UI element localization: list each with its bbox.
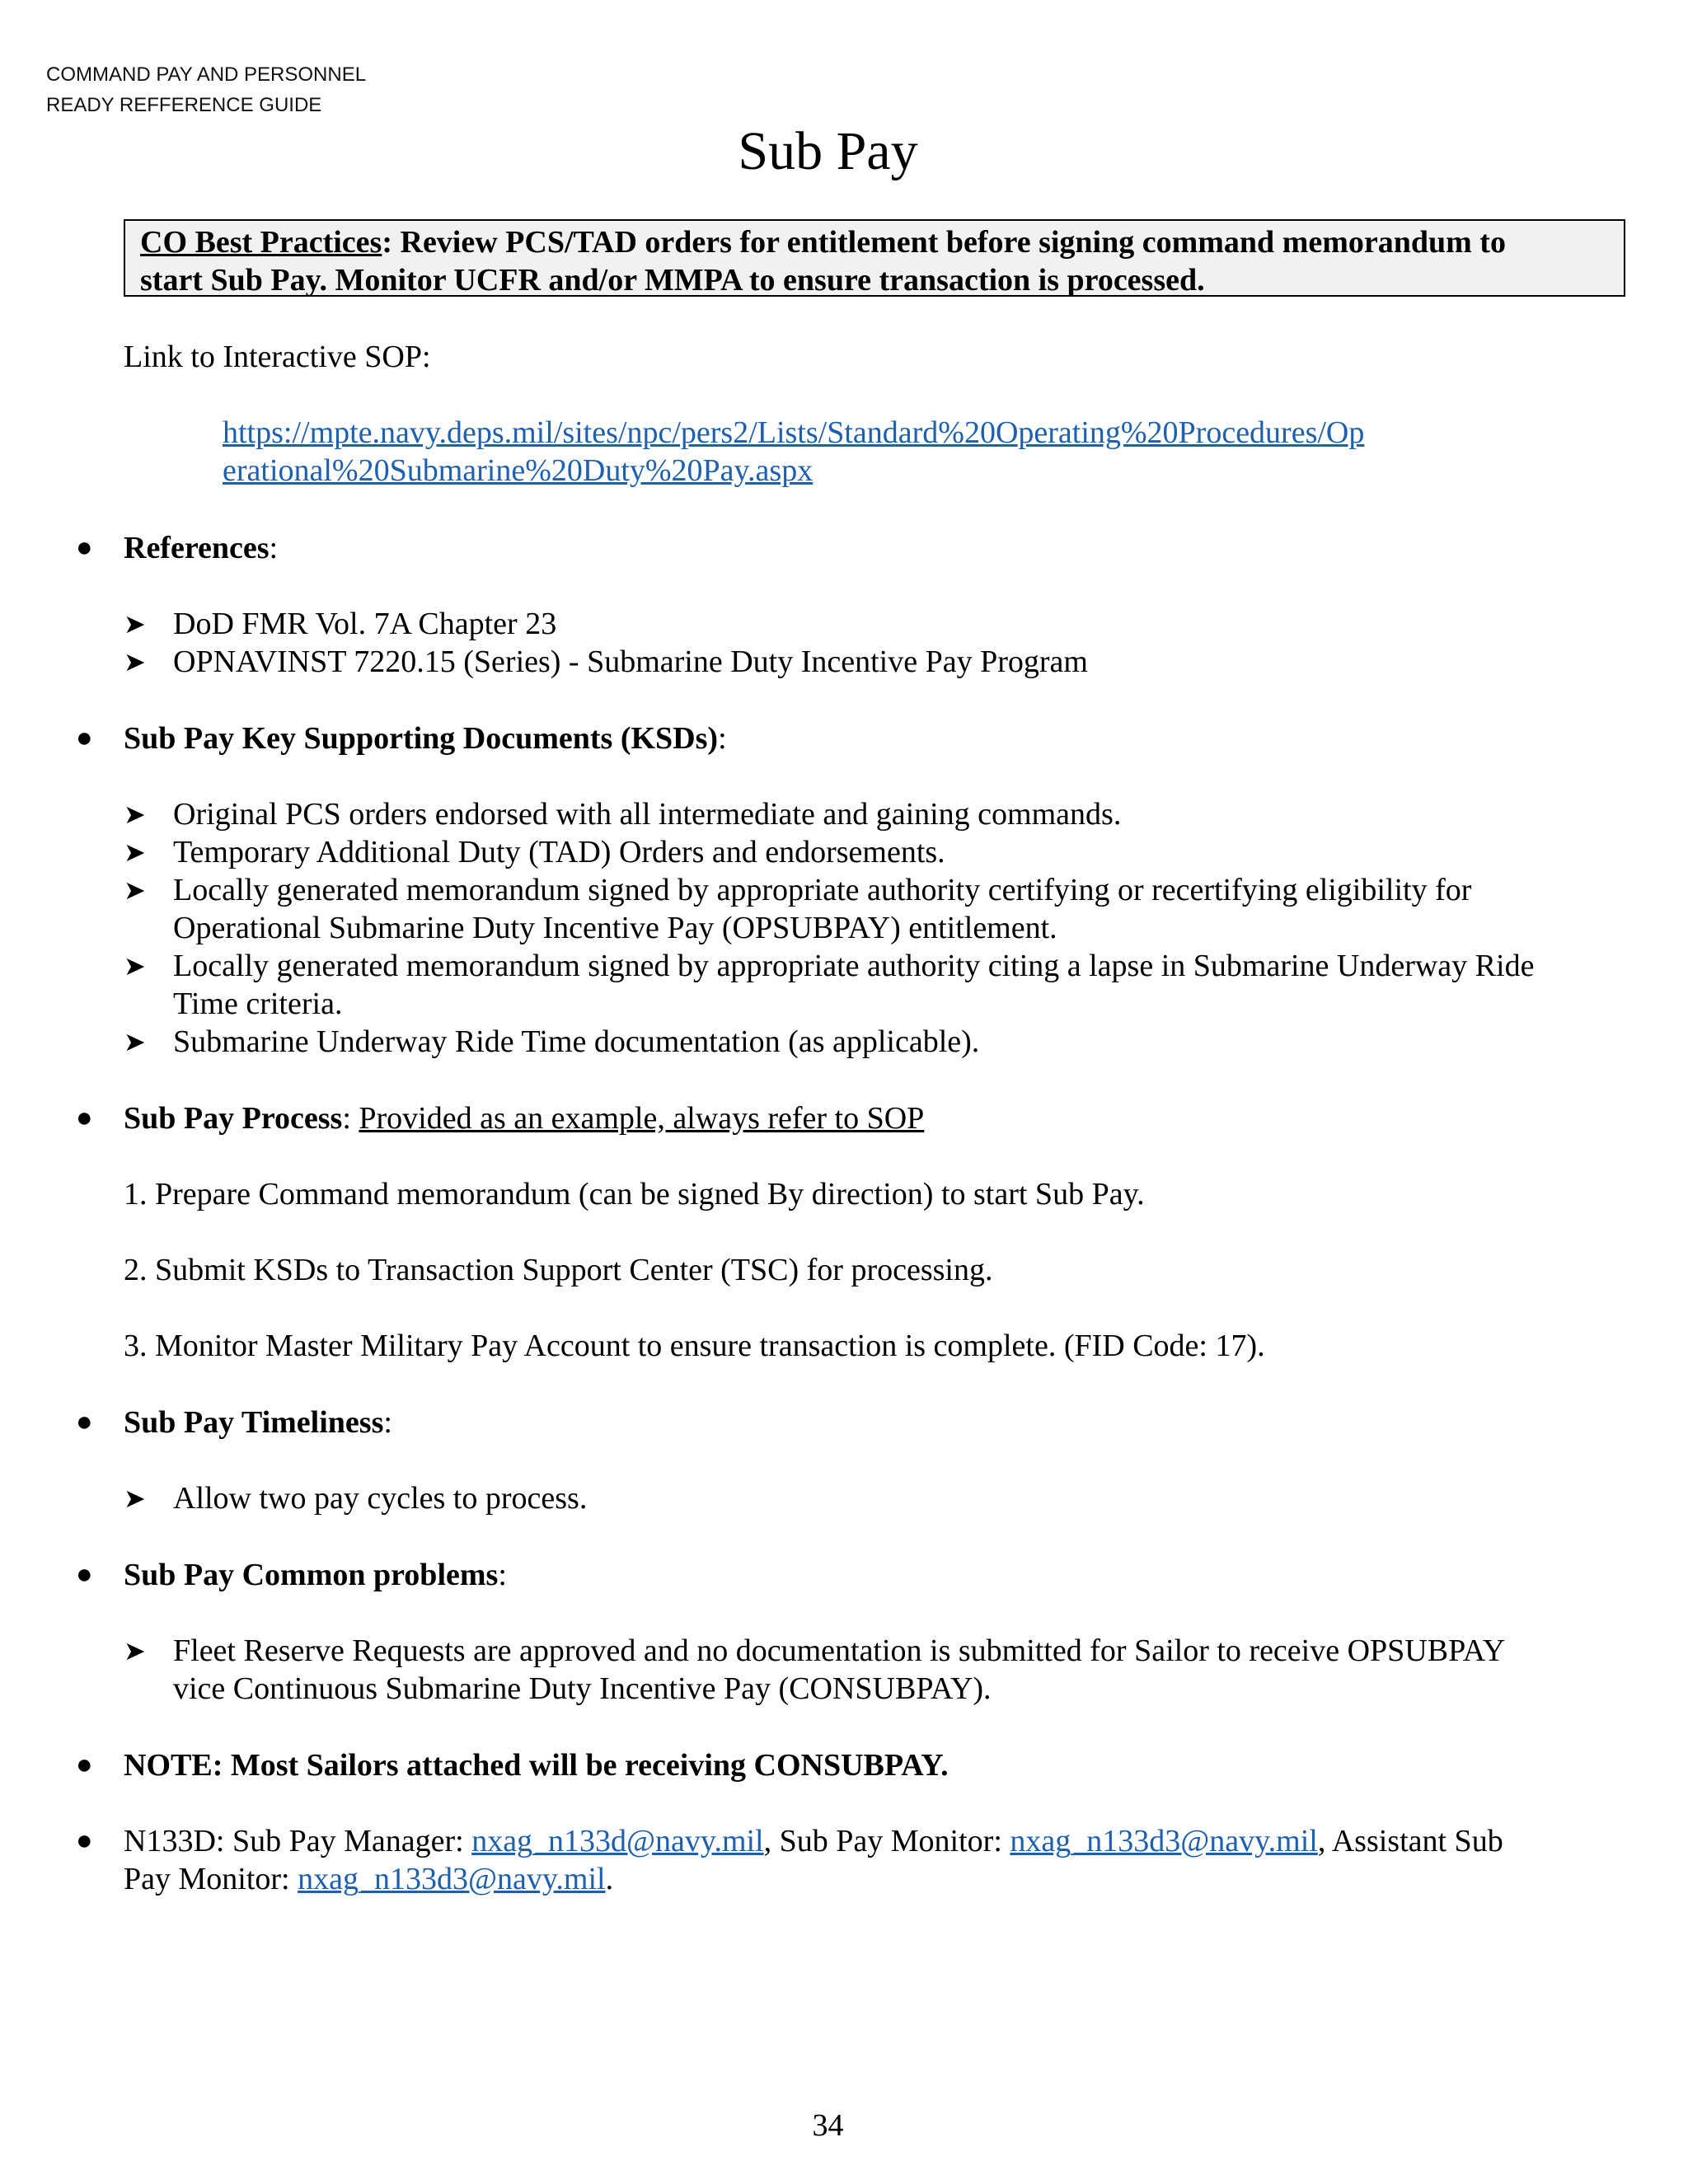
process-step: 2. Submit KSDs to Transaction Support Center (TSC) for processing. bbox=[124, 1253, 993, 1287]
best-practices-text-2: start Sub Pay. Monitor UCFR and/or MMPA to ensure transaction is processed. bbox=[140, 263, 1205, 298]
header-line-1: COMMAND PAY AND PERSONNEL bbox=[46, 63, 367, 86]
sop-label: Link to Interactive SOP: bbox=[124, 340, 431, 374]
ksd-item: Locally generated memorandum signed by appropriate authority citing a lapse in Submarine Underway Ride bbox=[173, 949, 1535, 983]
assistant-email-link[interactable]: nxag_n133d3@navy.mil bbox=[298, 1862, 606, 1896]
process-note: Provided as an example, always refer to SOP bbox=[359, 1101, 925, 1136]
contacts-line-2: Pay Monitor: nxag_n133d3@navy.mil. bbox=[124, 1862, 614, 1896]
best-practices-text: : Review PCS/TAD orders for entitlement before signing command memorandum to bbox=[382, 225, 1506, 260]
problem-item: Fleet Reserve Requests are approved and no documentation is submitted for Sailor to receive OPSUBPAY bbox=[173, 1633, 1506, 1668]
bullet-icon: ● bbox=[76, 1825, 93, 1856]
arrow-bullet-icon: ➤ bbox=[124, 1636, 146, 1666]
sop-link-line-1[interactable]: https://mpte.navy.deps.mil/sites/npc/pers2/Lists/Standard%20Operating%20Procedures/Op bbox=[223, 415, 1365, 450]
process-step: 3. Monitor Master Military Pay Account to ensure transaction is complete. (FID Code: 17). bbox=[124, 1329, 1265, 1363]
bullet-icon: ● bbox=[76, 1750, 93, 1780]
ksd-item: Locally generated memorandum signed by appropriate authority certifying or recertifying eligibility for bbox=[173, 873, 1472, 907]
references-heading: References: bbox=[124, 531, 279, 565]
process-step: 1. Prepare Command memorandum (can be signed By direction) to start Sub Pay. bbox=[124, 1177, 1145, 1212]
arrow-bullet-icon: ➤ bbox=[124, 799, 146, 829]
ksd-item: Original PCS orders endorsed with all intermediate and gaining commands. bbox=[173, 797, 1122, 832]
page-title: Sub Pay bbox=[738, 121, 918, 181]
consubpay-note: NOTE: Most Sailors attached will be receiving CONSUBPAY. bbox=[124, 1748, 949, 1783]
arrow-bullet-icon: ➤ bbox=[124, 1027, 146, 1057]
bullet-icon: ● bbox=[76, 1407, 93, 1437]
problems-heading: Sub Pay Common problems: bbox=[124, 1558, 507, 1592]
timeliness-heading: Sub Pay Timeliness: bbox=[124, 1405, 392, 1440]
arrow-bullet-icon: ➤ bbox=[124, 1483, 146, 1513]
ksd-item-continuation: Operational Submarine Duty Incentive Pay (OPSUBPAY) entitlement. bbox=[173, 911, 1057, 945]
ksd-item-continuation: Time criteria. bbox=[173, 987, 343, 1021]
problem-item-continuation: vice Continuous Submarine Duty Incentive Pay (CONSUBPAY). bbox=[173, 1671, 992, 1706]
arrow-bullet-icon: ➤ bbox=[124, 951, 146, 981]
arrow-bullet-icon: ➤ bbox=[124, 609, 146, 639]
reference-item: DoD FMR Vol. 7A Chapter 23 bbox=[173, 607, 557, 641]
bullet-icon: ● bbox=[76, 723, 93, 753]
arrow-bullet-icon: ➤ bbox=[124, 875, 146, 905]
manager-email-link[interactable]: nxag_n133d@navy.mil bbox=[471, 1824, 764, 1858]
contacts-line-1: N133D: Sub Pay Manager: nxag_n133d@navy.mil, Sub Pay Monitor: nxag_n133d3@navy.mil, Assistant Sub bbox=[124, 1824, 1503, 1858]
document-header bbox=[46, 59, 366, 120]
bullet-icon: ● bbox=[76, 1103, 93, 1133]
arrow-bullet-icon: ➤ bbox=[124, 837, 146, 867]
ksd-item: Submarine Underway Ride Time documentation (as applicable). bbox=[173, 1024, 980, 1059]
timeliness-item: Allow two pay cycles to process. bbox=[173, 1481, 588, 1516]
bullet-icon: ● bbox=[76, 532, 93, 563]
process-heading: Sub Pay Process: Provided as an example, always refer to SOP bbox=[124, 1101, 925, 1136]
arrow-bullet-icon: ➤ bbox=[124, 647, 146, 677]
header-line-2: READY REFFERENCE GUIDE bbox=[46, 94, 322, 116]
bullet-icon: ● bbox=[76, 1559, 93, 1590]
best-practices-label: CO Best Practices bbox=[140, 225, 382, 260]
ksds-heading: Sub Pay Key Supporting Documents (KSDs): bbox=[124, 721, 727, 756]
reference-item: OPNAVINST 7220.15 (Series) - Submarine Duty Incentive Pay Program bbox=[173, 644, 1088, 679]
page-number: 34 bbox=[812, 2108, 844, 2143]
monitor-email-link[interactable]: nxag_n133d3@navy.mil bbox=[1010, 1824, 1318, 1858]
ksd-item: Temporary Additional Duty (TAD) Orders and endorsements. bbox=[173, 835, 945, 869]
sop-link-line-2[interactable]: erational%20Submarine%20Duty%20Pay.aspx bbox=[223, 453, 814, 488]
best-practices-box bbox=[124, 219, 1625, 297]
